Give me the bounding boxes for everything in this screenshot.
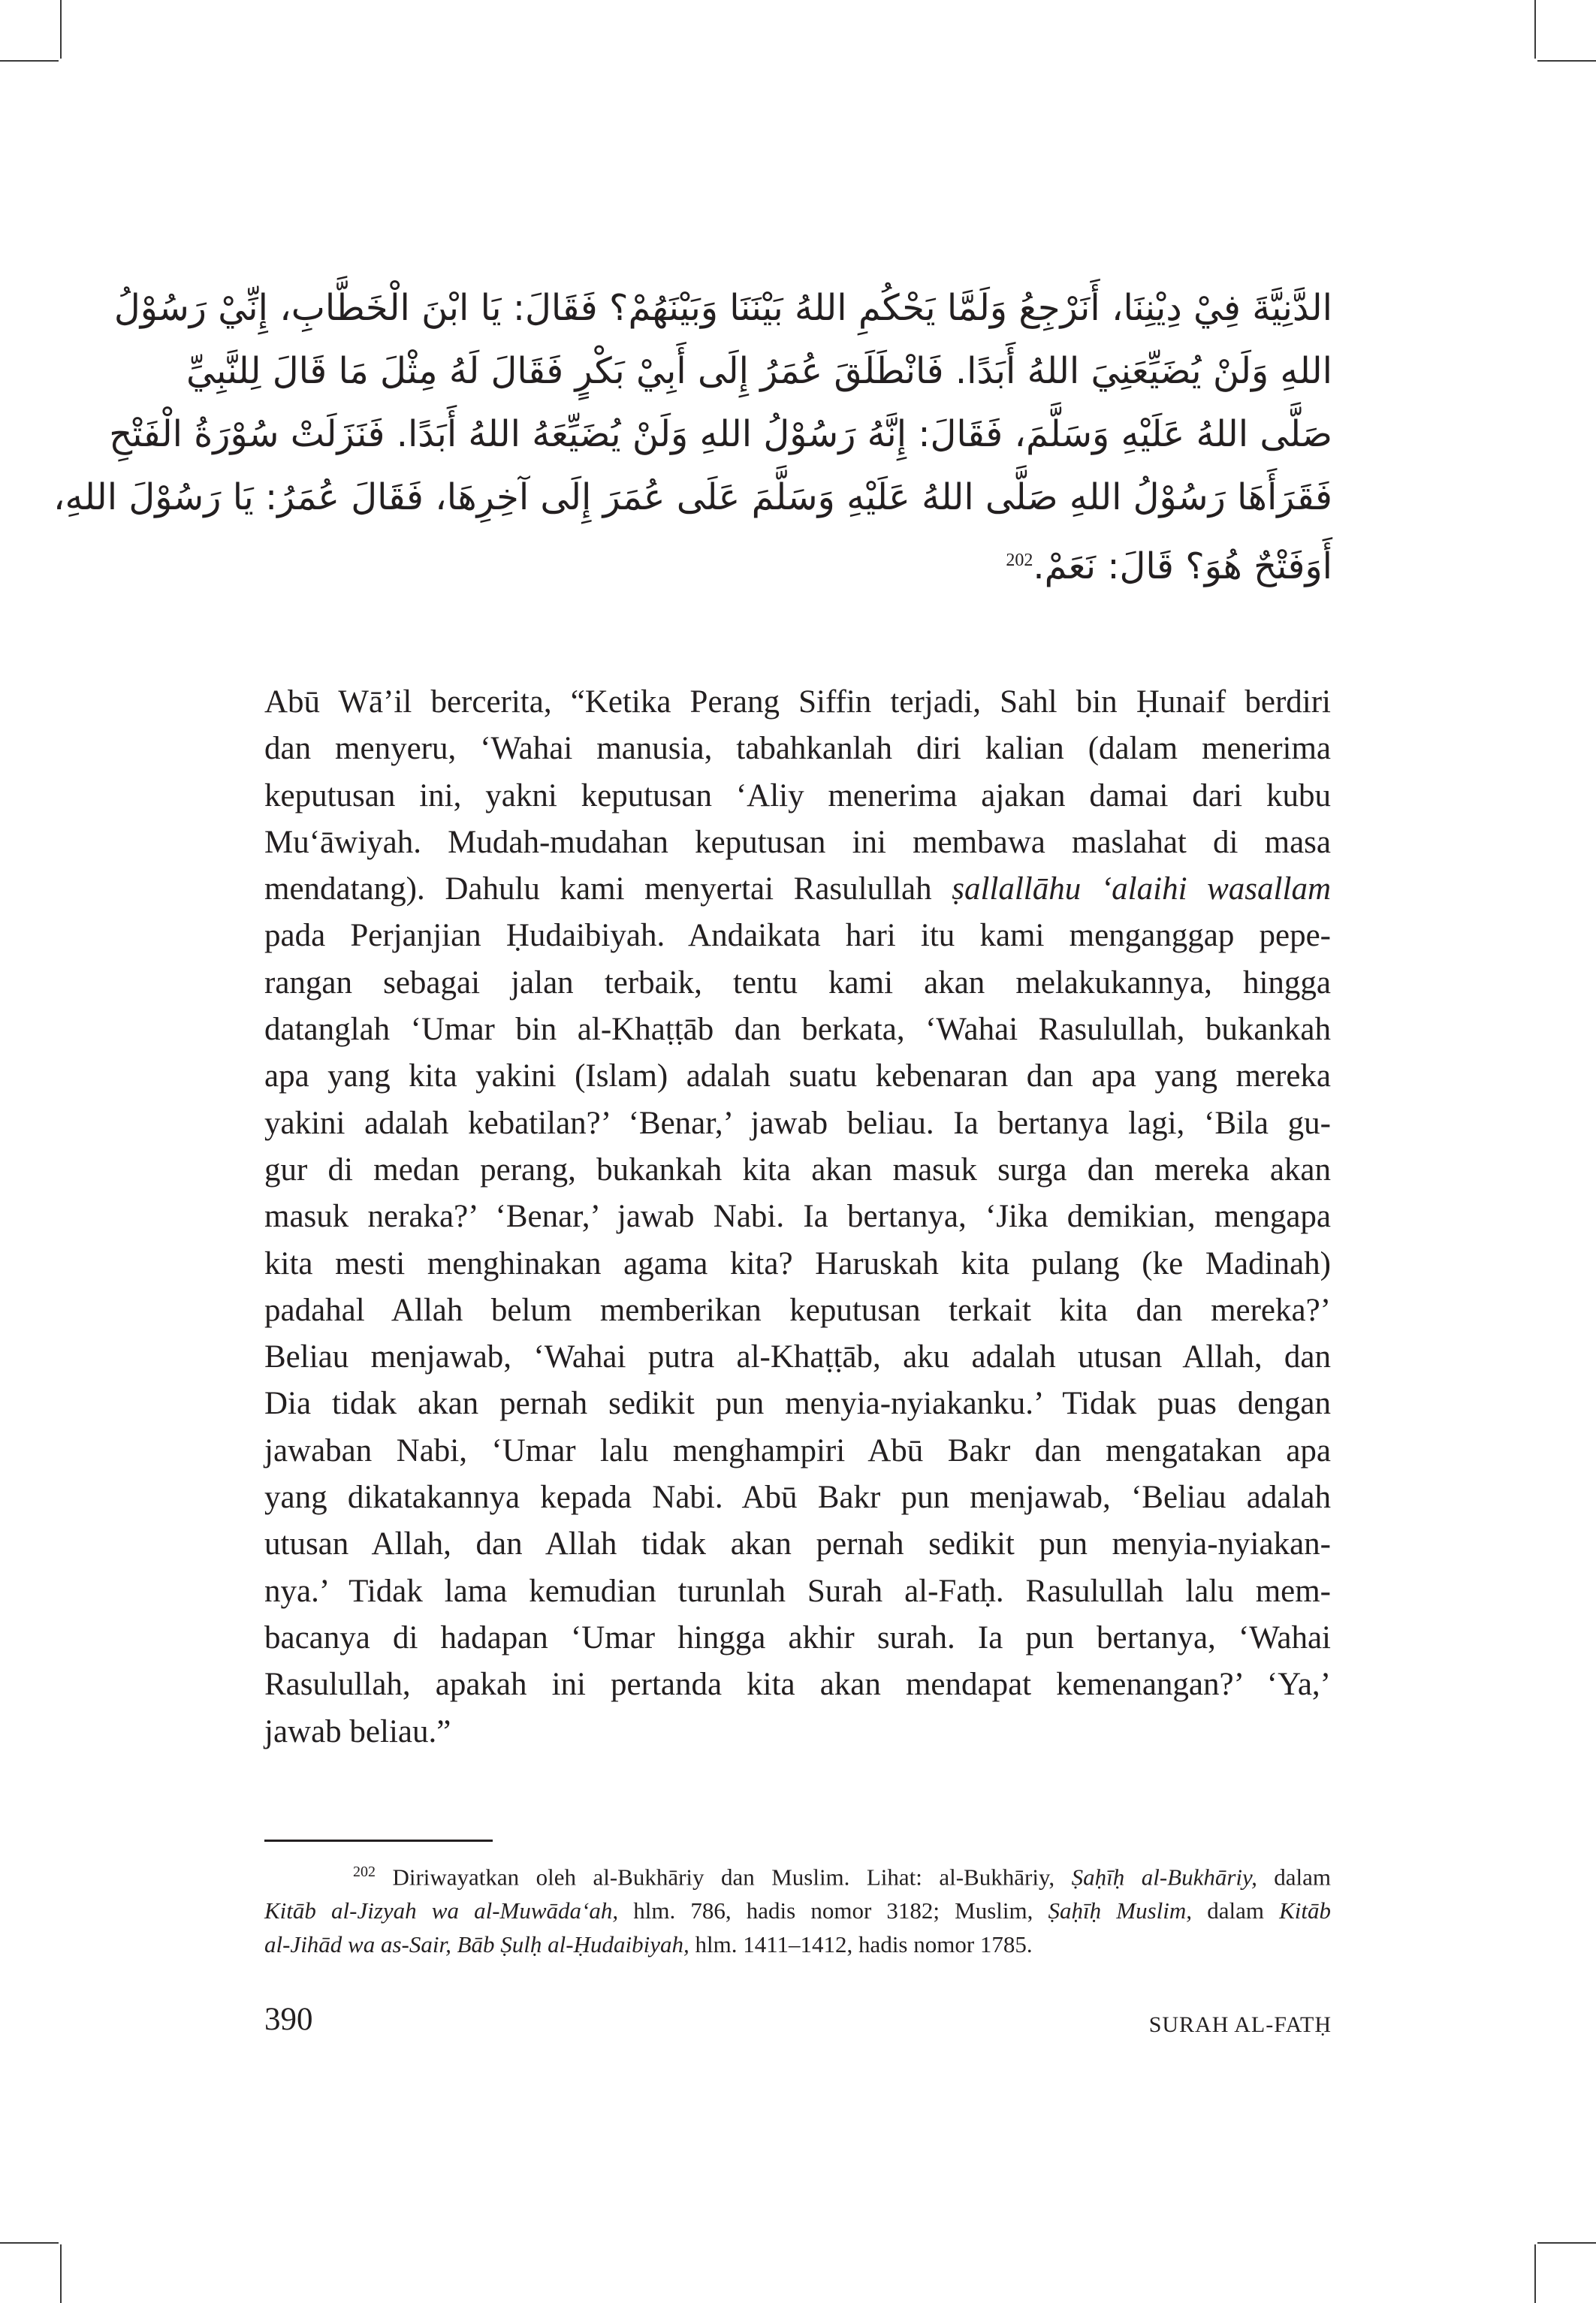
body-line: Beliau menjawab, ‘Wahai putra al-Khaṭṭāb, aku adalah utusan Allah, dan <box>264 1339 1331 1375</box>
crop-mark-bottom-left-vertical <box>60 2244 62 2303</box>
body-line: masuk neraka?’ ‘Benar,’ jawab Nabi. Ia bertanya, ‘Jika demikian, mengapa <box>264 1199 1331 1235</box>
crop-mark-top-left-vertical <box>60 0 62 59</box>
arabic-line: أَوَفَتْحٌ هُوَ؟ قَالَ: نَعَمْ.$^{202}$ <box>1006 545 1332 587</box>
body-line: jawaban Nabi, ‘Umar lalu menghampiri Abū Bakr dan mengatakan apa <box>264 1432 1331 1468</box>
body-line: utusan Allah, dan Allah tidak akan pernah sedikit pun menyia-nyiakan- <box>264 1526 1331 1562</box>
body-line: bacanya di hadapan ‘Umar hingga akhir surah. Ia pun bertanya, ‘Wahai <box>264 1619 1331 1656</box>
footnote-line: al-Jihād wa as-Sair, Bāb Ṣulḥ al-Ḥudaibiyah, hlm. 1411–1412, hadis nomor 1785. <box>264 1931 1033 1958</box>
footnote-reference[interactable]: 202 <box>1006 551 1033 570</box>
body-line: yang dikatakannya kepada Nabi. Abū Bakr pun menjawab, ‘Beliau adalah <box>264 1480 1331 1516</box>
arabic-line: فَقَرَأَهَا رَسُوْلُ اللهِ صَلَّى اللهُ عَلَيْهِ وَسَلَّمَ عَلَى عُمَرَ إِلَى آخِرِهَا، فَقَالَ عُمَرُ: يَا رَسُوْلَ اللهِ، <box>53 476 1332 518</box>
crop-mark-top-right-vertical <box>1534 0 1536 59</box>
body-line: apa yang kita yakini (Islam) adalah suatu kebenaran dan apa yang mereka <box>264 1058 1331 1094</box>
page-number: 390 <box>264 2002 313 2037</box>
body-line: Abū Wā’il bercerita, “Ketika Perang Siffin terjadi, Sahl bin Ḥunaif berdiri <box>264 684 1331 720</box>
body-line: padahal Allah belum memberikan keputusan terkait kita dan mereka?’ <box>264 1292 1331 1328</box>
body-line: datanglah ‘Umar bin al-Khaṭṭāb dan berkata, ‘Wahai Rasulullah, bukankah <box>264 1012 1331 1048</box>
footnote-number: 202 <box>353 1864 376 1880</box>
arabic-line: الدَّنِيَّةَ فِيْ دِيْنِنَا، أَنَرْجِعُ وَلَمَّا يَحْكُمِ اللهُ بَيْنَنَا وَبَيْنَهُمْ؟ فَقَالَ: يَا ابْنَ الْخَطَّابِ، إِنِّيْ رَسُوْلُ <box>113 287 1332 329</box>
body-line: Mu‘āwiyah. Mudah-mudahan keputusan ini membawa maslahat di masa <box>264 824 1331 860</box>
crop-mark-top-left-horizontal <box>0 60 59 62</box>
arabic-hadith-text <box>53 276 1332 598</box>
body-line: dan menyeru, ‘Wahai manusia, tabahkanlah diri kalian (dalam menerima <box>264 731 1331 767</box>
crop-mark-top-right-horizontal <box>1537 60 1596 62</box>
crop-mark-bottom-right-horizontal <box>1537 2242 1596 2244</box>
body-line: keputusan ini, yakni keputusan ‘Aliy menerima ajakan damai dari kubu <box>264 777 1331 813</box>
italic-salutation: ṣallallāhu ‘alaihi wasallam <box>952 871 1331 907</box>
arabic-line: صَلَّى اللهُ عَلَيْهِ وَسَلَّمَ، فَقَالَ: إِنَّهُ رَسُوْلُ اللهِ وَلَنْ يُضَيِّعَهُ اللهُ أَبَدًا. فَنَزَلَتْ سُوْرَةُ الْفَتْحِ <box>109 413 1332 455</box>
footnote <box>264 1855 1331 1961</box>
body-line: nya.’ Tidak lama kemudian turunlah Surah al-Fatḥ. Rasulullah lalu mem- <box>264 1573 1331 1609</box>
body-line: Dia tidak akan pernah sedikit pun menyia-nyiakanku.’ Tidak puas dengan <box>264 1386 1331 1422</box>
footnote-line: $^{202}$ Diriwayatkan oleh al-Bukhāriy dan Muslim. Lihat: al-Bukhāriy, Ṣaḥīḥ al-Bukhāriy, dalam <box>353 1864 1332 1891</box>
body-line: yakini adalah kebatilan?’ ‘Benar,’ jawab beliau. Ia bertanya lagi, ‘Bila gu- <box>264 1105 1331 1141</box>
body-line: kita mesti menghinakan agama kita? Haruskah kita pulang (ke Madinah) <box>264 1245 1331 1281</box>
body-line: rangan sebagai jalan terbaik, tentu kami akan melakukannya, hingga <box>264 964 1331 1001</box>
running-head: SURAH AL-FATḤ <box>1148 2012 1332 2037</box>
body-line: jawab beliau.” <box>264 1713 451 1749</box>
crop-mark-bottom-right-vertical <box>1534 2244 1536 2303</box>
footnote-divider <box>264 1840 493 1842</box>
body-line: gur di medan perang, bukankah kita akan masuk surga dan mereka akan <box>264 1152 1331 1188</box>
arabic-line: اللهِ وَلَنْ يُضَيِّعَنِيَ اللهُ أَبَدًا. فَانْطَلَقَ عُمَرُ إِلَى أَبِيْ بَكْرٍ فَقَالَ لَهُ مِثْلَ مَا قَالَ لِلنَّبِيِّ <box>186 350 1332 392</box>
footnote-line: Kitāb al-Jizyah wa al-Muwāda‘ah, hlm. 786, hadis nomor 3182; Muslim, Ṣaḥīḥ Muslim, dalam Kitāb <box>264 1897 1331 1924</box>
crop-mark-bottom-left-horizontal <box>0 2242 59 2244</box>
body-line: mendatang). Dahulu kami menyertai Rasulullah ṣallallāhu ‘alaihi wasallam <box>264 871 1331 907</box>
body-line: Rasulullah, apakah ini pertanda kita akan mendapat kemenangan?’ ‘Ya,’ <box>264 1667 1331 1703</box>
translation-paragraph <box>264 679 1331 1755</box>
body-line: pada Perjanjian Ḥudaibiyah. Andaikata hari itu kami menganggap pepe- <box>264 918 1331 954</box>
